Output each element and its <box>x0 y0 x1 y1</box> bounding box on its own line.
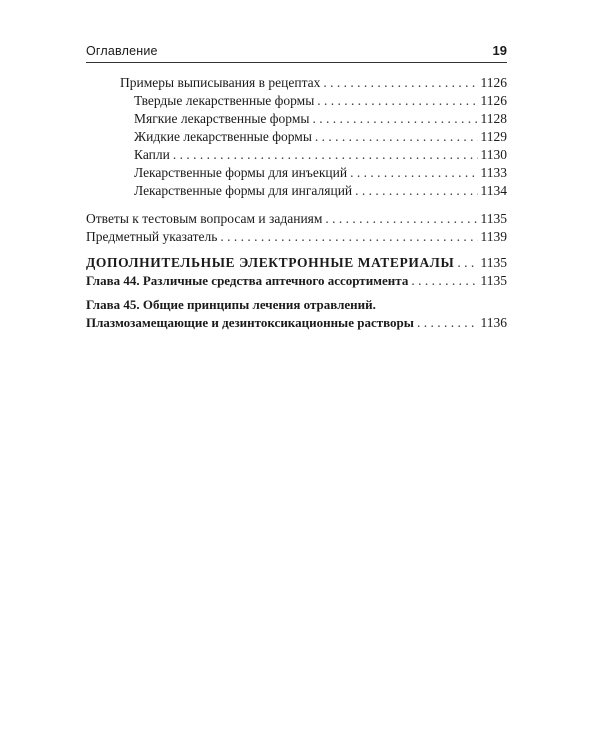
toc-entry-label: Жидкие лекарственные формы <box>134 129 312 144</box>
running-header-title: Оглавление <box>86 44 158 58</box>
toc-entry-label: Лекарственные формы для инъекций <box>134 165 348 180</box>
toc-entry-page: 1126 <box>480 93 507 108</box>
toc-entry[interactable] <box>86 164 507 182</box>
header-rule <box>86 62 507 63</box>
toc-entry-page: 1133 <box>480 165 507 180</box>
toc-leader-dots <box>417 314 478 332</box>
toc-leader-dots <box>315 128 478 146</box>
toc-entry[interactable] <box>86 182 507 200</box>
toc-entry-label: Твердые лекарственные формы <box>134 93 315 108</box>
toc-entry[interactable] <box>86 74 507 92</box>
running-header <box>86 44 507 62</box>
toc-entry-label: Ответы к тестовым вопросам и заданиям <box>86 211 323 226</box>
toc-leader-dots <box>411 272 477 290</box>
toc-entry[interactable] <box>86 146 507 164</box>
toc-leader-dots <box>350 164 477 182</box>
page-number: 19 <box>492 43 507 58</box>
toc-chapter-entry[interactable] <box>86 314 507 332</box>
toc-entry-label: Лекарственные формы для ингаляций <box>134 183 353 198</box>
toc-entry-page: 1128 <box>480 111 507 126</box>
toc-entry-page: 1134 <box>480 183 507 198</box>
toc-entry-label: Глава 44. Различные средства аптечного ассортимента <box>86 273 409 288</box>
toc-entry-label: Примеры выписывания в рецептах <box>120 75 321 90</box>
toc-entry-label: Плазмозамещающие и дезинтоксикационные растворы <box>86 315 414 330</box>
toc-entry-page: 1139 <box>480 229 507 244</box>
toc-entry[interactable] <box>86 210 507 228</box>
toc-entry-page: 1135 <box>480 273 507 288</box>
toc-entry-label: Предметный указатель <box>86 229 218 244</box>
toc-entry-page: 1126 <box>480 75 507 90</box>
toc-entry[interactable] <box>86 228 507 246</box>
toc-section-heading[interactable] <box>86 254 507 272</box>
toc-leader-dots <box>325 210 477 228</box>
toc-leader-dots <box>355 182 477 200</box>
toc-entry-page: 1135 <box>480 211 507 226</box>
toc-entry[interactable] <box>86 110 507 128</box>
toc-leader-dots <box>457 254 477 272</box>
toc-entry-page: 1136 <box>480 315 507 330</box>
toc-leader-dots <box>173 146 478 164</box>
toc-chapter-entry[interactable] <box>86 272 507 290</box>
toc-entry[interactable] <box>86 128 507 146</box>
toc-entry-label: Мягкие лекарственные формы <box>134 111 310 126</box>
toc-entry-page: 1135 <box>480 255 507 270</box>
toc-leader-dots <box>323 74 477 92</box>
toc-entry-page: 1129 <box>480 129 507 144</box>
toc-leader-dots <box>317 92 477 110</box>
toc-entry[interactable] <box>86 92 507 110</box>
toc-chapter-title-line[interactable]: Глава 45. Общие принципы лечения отравлений. <box>86 297 376 312</box>
toc-entry-label: Капли <box>134 147 170 162</box>
toc-leader-dots <box>220 228 477 246</box>
toc-leader-dots <box>312 110 477 128</box>
toc-entry-page: 1130 <box>480 147 507 162</box>
toc-entry-label: ДОПОЛНИТЕЛЬНЫЕ ЭЛЕКТРОННЫЕ МАТЕРИАЛЫ <box>86 255 455 270</box>
